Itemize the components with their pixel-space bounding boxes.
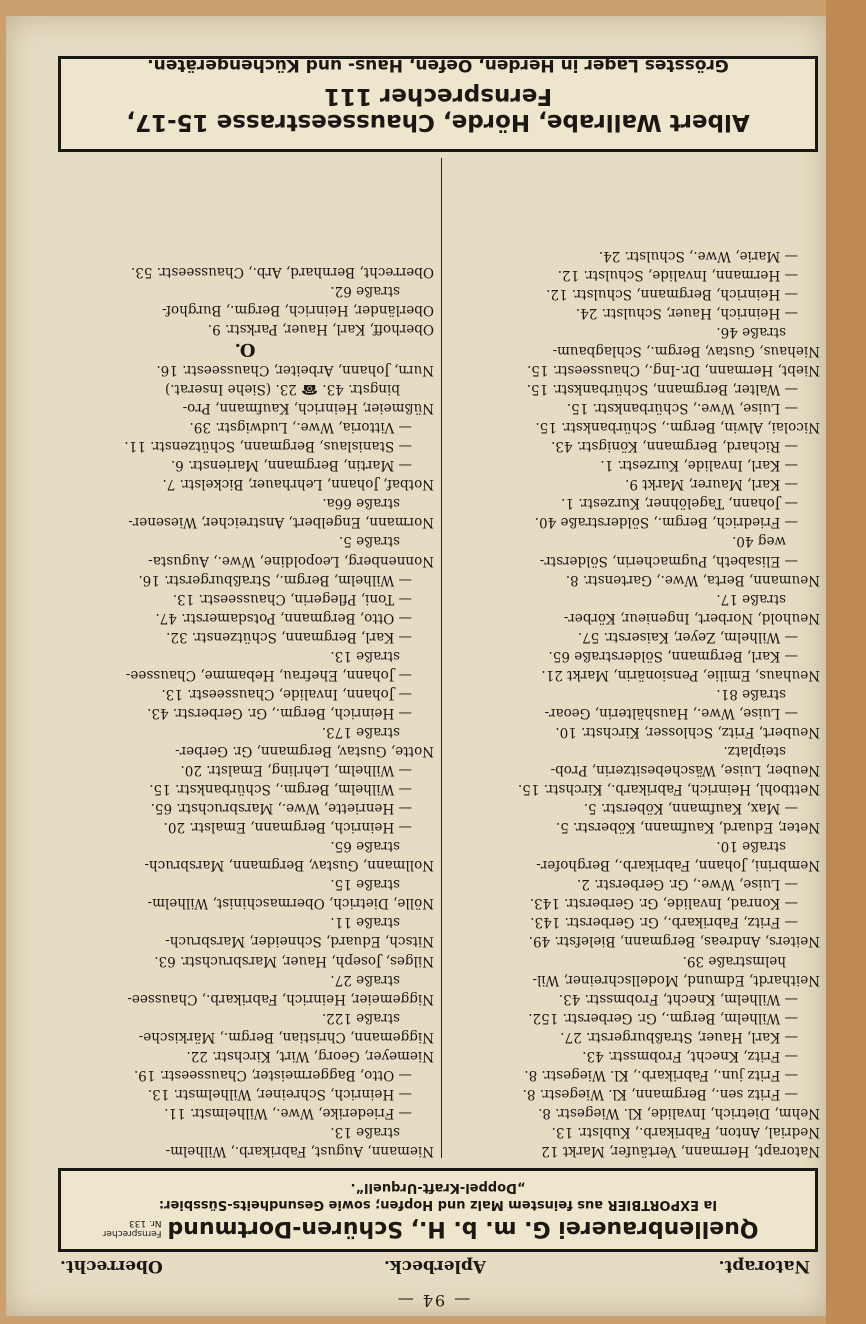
directory-entry: — Wilhelm, Bergm., Straßburgerstr. 16. [138,571,412,588]
directory-entry: — Friedrich, Bergm., Sölderstraße 40. [534,514,798,531]
directory-entry: — Heinrich, Bergm., Gr. Gerberstr. 43. [147,704,412,721]
directory-entry: Niebt, Hermann, Dr.-Ing., Chausseestr. 15. [527,362,820,379]
right-column [56,262,434,1160]
directory-entry: — Luise, Wwe., Haushälterin, Geoar- [544,704,798,721]
directory-entry: — Elisabeth, Pugmacherin, Sölderstr- [539,552,798,569]
directory-entry: straße 11. [330,914,400,931]
directory-entry: Neuhold, Norbert, Ingenieur, Körber- [563,609,820,626]
directory-entry: — Karl, Invalide, Kurzestr. 1. [600,457,798,474]
directory-entry: helmstraße 39. [682,952,786,969]
directory-entry: Oberhoff, Karl, Hauer, Parkstr. 9. [207,321,434,338]
directory-entry: Notbaf, Johann, Lehrhauer, Bickelstr. 7. [162,476,434,493]
directory-entry: Nurn, Johann, Arbeiter, Chausseestr. 16. [156,362,434,379]
directory-entry: — Karl, Hauer, Straßburgerstr. 27. [560,1028,798,1045]
directory-entry: — Henriette, Wwe., Marsbruchstr. 65. [150,800,412,817]
directory-entry: — Wilhelm, Bergm., Schürbankstr. 15. [149,781,412,798]
directory-entry: Oberländer, Heinrich, Bergm., Burghof- [161,301,434,318]
directory-entry: — Fritz, Fabrikarb., Gr. Gerberstr. 143. [530,914,798,931]
advert-brewery-name: Quellenbrauerei G. m. b. H., Schüren-Dortmund [167,1216,759,1241]
column-divider [441,158,442,1158]
directory-entry: — Heinrich, Schreiner, Wilhelmstr. 13. [147,1085,412,1102]
directory-entry: weg 40. [732,533,786,550]
directory-entry: Normann, Engelbert, Anstreicher, Wiesener- [128,514,434,531]
directory-entry: Natorapt, Hermann, Vertäufer, Markt 12 [541,1143,820,1159]
header-right: Oberrecht. [60,1256,163,1276]
directory-entry: — Wilhelm, Knecht, Frobmsstr. 43. [558,990,798,1007]
directory-entry: straße 5. [338,533,400,550]
directory-entry: Neuber, Luise, Wäschebesitzerin, Prob- [550,762,820,779]
directory-entry: Neithardt, Edmund, Modellschreiner, Wil- [532,971,820,988]
directory-entry: straße 17. [716,590,786,607]
directory-entry: — Vittoria, Wwe., Ludwigstr. 39. [189,419,412,436]
directory-entry: bingstr. 43. ☎ 23. (Siehe Inserat.) [164,381,400,398]
directory-entry: Niggemeier, Heinrich, Fabrikarb., Chaussee- [127,990,434,1007]
directory-entry: Nicolai, Alwin, Bergm., Schürbankstr. 15. [535,419,820,436]
directory-entry: — Max, Kaufmann, Köberstr. 5. [583,800,798,817]
directory-entry: — Fritz sen., Bergmann, Kl. Wiegestr. 8. [522,1085,798,1102]
directory-entry: straße 10. [716,838,786,855]
directory-entry: straße 13. [330,1123,400,1140]
running-header [60,1254,810,1276]
directory-entry: Notte, Gustav, Bergmann, Gr. Gerber- [175,743,434,760]
directory-entry: — Fritz jun., Fabrikarb., Kl. Wiegestr. 8. [524,1066,798,1083]
directory-entry: — Marie, Wwe., Schulstr. 24. [598,247,798,264]
directory-entry: — Johann, Ehefrau, Hebamme, Chaussee- [125,666,412,683]
directory-entry: — Otto, Baggermeister, Chausseestr. 19. [133,1066,412,1083]
directory-entry: Nembrini, Johann, Fabrikarb., Berghofer- [536,857,820,874]
directory-entry: Nitsch, Eduard, Schneider, Marsbruch- [165,933,434,950]
advert-brewery-phone: Fernsprecher Nr. 133 [102,1218,162,1238]
directory-entry: — Heinrich, Bergmann, Schulstr. 12. [546,285,798,302]
directory-entry: Neiters, Andreas, Bergmann, Bielefstr. 49. [528,933,820,950]
directory-entry: Neter, Eduard, Kaufmann, Köberstr. 5. [555,819,820,836]
directory-entry: — Wilhelm, Bergm., Gr. Gerberstr. 152. [528,1009,798,1026]
advert-wallrabe-line1: Albert Wallrabe, Hörde, Chausseestrasse 15-17, Fernsprecher 111 [126,83,750,135]
directory-entry: — Karl, Bergmann, Sölderstraße 65. [548,647,798,664]
directory-entry: Niggemann, Christian, Bergm., Märkische- [138,1028,434,1045]
advert-brewery-title [61,1216,815,1241]
directory-entry: Neumann, Berta, Wwe., Gartenstr. 8. [565,571,820,588]
directory-entry: straße 46. [716,323,786,340]
header-center: Aplerbeck. [383,1256,487,1276]
directory-entry: Neuhaus, Emilie, Pensionärin, Markt 21. [541,666,820,683]
advert-wallrabe-line2: Grösstes Lager in Herden, Oefen, Haus- und Küchengeräten. [147,55,729,75]
directory-entry: — Johann, Invalide, Chausseestr. 13. [161,685,412,702]
directory-entry: straße 13. [330,647,400,664]
advert-brewery-line3: „Doppel-Kraft-Urquell“. [350,1180,526,1195]
directory-entry: straße 15. [330,876,400,893]
directory-entry: Nölle, Dietrich, Obermaschinist, Wilhelm- [147,895,434,912]
directory-entry: — Johann, Tagelöhner, Kurzestr. 1. [561,495,798,512]
advert-brewery-line2: Ia EXPORTBIER aus feinstem Malz und Hopfen; sowie Gesundheits-Süssbier: [158,1197,718,1212]
advert-brewery [58,1168,818,1252]
directory-entry: Niemeyer, Georg, Wirt, Kirchstr. 22. [186,1047,434,1064]
directory-entry: Nettbohl, Heinrich, Fabrikarb., Kirchstr. 15. [518,781,820,798]
directory-entry: — Wilhelm, Zeyer, Kaiserstr. 57. [577,628,798,645]
directory-entry: — Hermann, Invalide, Schulstr. 12. [557,266,798,283]
directory-entry: — Wilhelm, Lehrling, Emalstr. 20. [180,762,412,779]
directory-entry: Nedrial, Anton, Fabrikarb., Kublstr. 13. [551,1123,820,1140]
advert-wallrabe [58,56,818,152]
directory-entry: — Luise, Wwe., Gr. Gerberstr. 2. [577,876,798,893]
directory-entry: — Richard, Bergmann, Königstr. 43. [551,438,798,455]
directory-entry: — Fritz, Knecht, Frobmsstr. 43. [582,1047,798,1064]
directory-entry: Nollmann, Gustav, Bergmann, Marsbruch- [144,857,434,874]
directory-entry: Nilges, Joseph, Hauer, Marsbruchstr. 63. [154,952,434,969]
directory-entry: — Martin, Bergmann, Marienstr. 6. [170,457,412,474]
directory-entry: Nüßmeier, Heinrich, Kaufmann, Pro- [182,400,434,417]
directory-entry: straße 81. [716,685,786,702]
directory-entry: — Heinrich, Hauer, Schulstr. 24. [575,304,798,321]
page-number: — 94 — [395,1291,471,1310]
directory-entry: — Stanislaus, Bergmann, Schützenstr. 11. [124,438,412,455]
left-column [448,246,820,1160]
directory-entry: straße 66a. [322,495,400,512]
directory-entry: — Otto, Bergmann, Potsdamerstr. 47. [155,609,412,626]
directory-entry: — Heinrich, Bergmann, Emalstr. 20. [163,819,412,836]
directory-entry: — Friederike, Wwe., Wilhelmstr. 11. [164,1104,412,1121]
directory-entry: Neubert, Fritz, Schlosser, Kirchstr. 10. [555,723,820,740]
directory-entry: steiplatz. [723,743,786,760]
directory-entry: straße 27. [330,971,400,988]
directory-entry: — Luise, Wwe., Schürbankstr. 15. [566,400,798,417]
header-left: Natorapt. [718,1256,810,1276]
directory-entry: straße 65. [330,838,400,855]
directory-entry: — Toni, Pflegerin, Chausseestr. 13. [172,590,412,607]
directory-entry: straße 62. [330,282,400,299]
directory-entry: straße 173. [321,723,400,740]
directory-entry: Niemann, August, Fabrikarb., Wilhelm- [165,1143,434,1159]
directory-entry: Nonnenberg, Leopoldine, Wwe., Augusta- [148,552,434,569]
directory-entry: — Karl, Maurer, Markt 9. [625,476,798,493]
directory-entry: Nehm, Dietrich, Invalide, Kl. Wiegestr. 8. [538,1104,820,1121]
directory-entry: straße 122. [321,1009,400,1026]
directory-entry: — Walter, Bergmann, Schürbankstr. 15. [526,381,798,398]
directory-entry: — Konrad, Invalide, Gr. Gerberstr. 143. [529,895,798,912]
directory-entry: Oberrecht, Bernhard, Arb., Chausseestr. 53. [130,263,434,280]
section-letter: O. [234,339,256,361]
directory-entry: — Karl, Bergmann, Schützenstr. 32. [166,628,412,645]
directory-entry: Niehaus, Gustav, Bergm., Schlagbaum- [552,343,820,360]
